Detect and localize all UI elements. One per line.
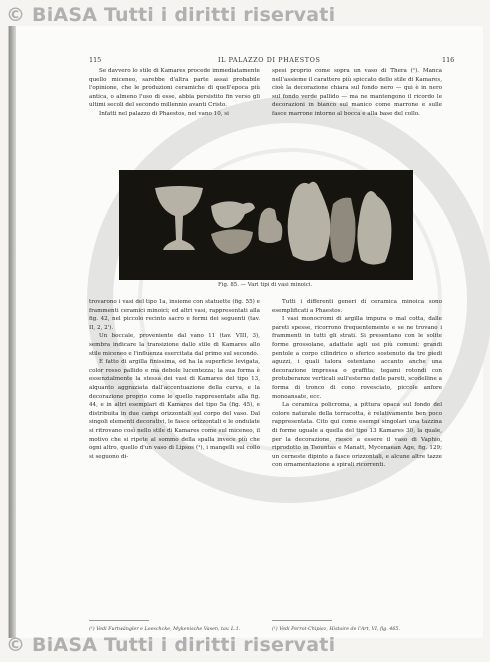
vases-illustration xyxy=(119,170,413,280)
paragraph: Infatti nel palazzo di Phaestos, nel vano 10, si xyxy=(99,110,229,117)
paragraph: trovarono i vasi del tipo 1a, insieme con statuette (fig. 55) e frammenti ceramici minoici; ed altri vasi, rappresentati alla fig. 42, nel piccolo recinto sacro e fermi dei seguenti (tav. II, 2, 2'). xyxy=(89,299,260,331)
footnote-rule-right xyxy=(272,620,332,621)
page-number-left: 115 xyxy=(89,56,102,64)
footnote-right: (¹) Vedi Perrot-Chipiez, Histoire de l'Art, VI, fig. 465. xyxy=(272,627,400,632)
footnote-left: (¹) Vedi Furtwängler e Loeschcke, Mykenische Vasen, tav. L.1. xyxy=(89,627,241,632)
watermark-bottom: © BiASA Tutti i diritti riservati xyxy=(6,634,336,656)
paragraph: Tutti i differenti generi di ceramica minoica sono esemplificati a Phaestos. xyxy=(272,299,442,314)
text-column-bottom-left xyxy=(89,298,260,461)
figure-photo-vases xyxy=(119,170,413,280)
text-column-top-right xyxy=(272,67,442,119)
running-header: IL PALAZZO DI PHAESTOS xyxy=(218,56,321,64)
book-spine-shadow xyxy=(9,26,16,638)
watermark-top: © BiASA Tutti i diritti riservati xyxy=(6,4,336,26)
footnote-rule-left xyxy=(89,620,149,621)
figure-caption: Fig. 85. — Vari tipi di vasi minoici. xyxy=(218,282,313,288)
paragraph: Un boccale, proveniente dal vano 11 (tav. VIII, 3), sembra indicare la transizione dallo stile di Kamares allo stile miceneo e l'influenza esercitata dal primo sul secondo. xyxy=(89,333,260,357)
tall-jar-vase xyxy=(330,198,356,263)
text-column-top-left xyxy=(89,67,260,119)
paragraph: Se davvero lo stile di Kamares procede immediatamente quello miceneo, sarebbe d'altra parte assai probabile l'opinione, che le produzioni ceramiche di quell'epoca più antica, o almeno l'uso di esse, abbia persistito fin verso gli ultimi secoli del secondo millennio avanti Cristo. xyxy=(89,68,260,109)
page-number-right: 116 xyxy=(442,56,455,64)
paragraph: spesi proprio come sopra un vaso di Thera (¹). Manca nell'assieme il carattere più spiccato dello stile di Kamares, cioè la decorazione chiara sul fondo nero — qui è in nero sul fondo verde pallido — ma ne mantengono il ricordo le decorazioni in bianco sul manico come marrone e sulle fasce marrone intorno al bocca e alla base del collo. xyxy=(272,68,442,117)
paragraph: La ceramica policroma, a pittura opaca sul fondo del colore naturale della terracotta, è relativamente ben poco rappresentata. Cito qui come esempi singolari una tazzina di forme uguale a quella del tipo 13 Kamares 30, la quale, per la decorazione, riesce a essere il vaso di Vaphio, riprodotto in Tsountas e Manatt, Mycenaean Age, fig. 129; un cerneste dipinto a fasce orizzontali, e alcune altre tazze con ornamentazione a spirali ricorrenti. xyxy=(272,402,442,469)
text-column-bottom-right xyxy=(272,298,442,470)
paragraph: I vasi monocromi di argilla impura o mal cotta, dalle pareti spesse, ricorrono frequentemente e se ne trovano i frammenti in tutti gli strati. Si presentano con le solite forme grossolane, adattate agli usi più comuni: grandi pentole a corpo cilindrico o sferico sostenuto da tre piedi aguzzi, i quali talora ostentano accanto anche una decorazione impressa o graffita; tegami rotondi con protuberanze verticali sull'esterno delle pareti, scodelline a forma di tronco di cono rovesciato, piccole anfore monoansate, ecc. xyxy=(272,316,442,400)
paragraph: È fatto di argilla finissima, ed ha la superficie levigata, color rosso pallido e ma debole lucentezza; la sua forma è essenzialmente la stessa dei vasi di Kamares del tipo 13, alquanto aggraziata dall'accentuazione della curva, e la decorazione proprio come le quello rappresentate alla fig. 44, e in altri esemplari di Kamares del tipo 5a (fig. 45), e distribuita in due campi orizzontali sul corpo del vaso. Dal singoli elementi decorativi, le fasce orizzontali e le ondulate si ritrovano così nello stile di Kamares come sul miceneo, il motivo che si ripete al sommo della spalla invece più che ogni altro, quello d'un vaso di Lipsos (¹), i mangelli sul collo si seguono di- xyxy=(89,359,260,460)
